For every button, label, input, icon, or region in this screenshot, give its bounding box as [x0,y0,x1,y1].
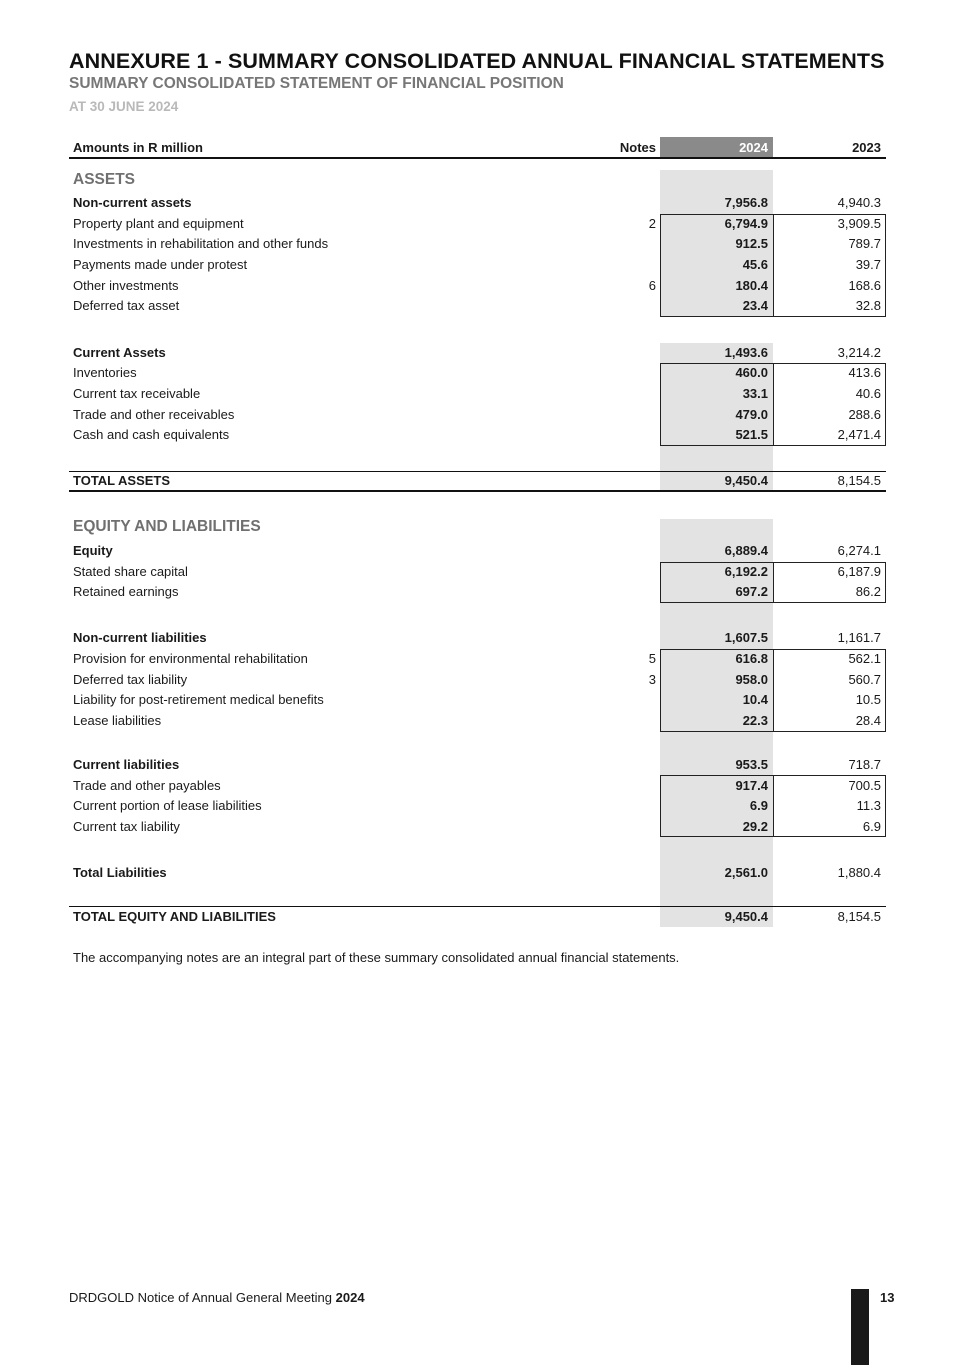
table-row: Other investments 6 180.4 168.6 [73,278,881,293]
column-header-label: Amounts in R million [73,140,203,155]
table-row: Inventories 460.0 413.6 [73,365,881,380]
table-row: Deferred tax liability 3 958.0 560.7 [73,672,881,687]
table-row: Liability for post-retirement medical benefits 10.4 10.5 [73,692,881,707]
table-row-total: TOTAL ASSETS 9,450.4 8,154.5 [73,473,881,488]
page-number: 13 [880,1290,895,1305]
table-row: Lease liabilities 22.3 28.4 [73,713,881,728]
table-row: Investments in rehabilitation and other funds 912.5 789.7 [73,236,881,251]
table-row: Current liabilities 953.5 718.7 [73,757,881,772]
table-row-total: TOTAL EQUITY AND LIABILITIES 9,450.4 8,154.5 [73,909,881,924]
table-row: Property plant and equipment 2 6,794.9 3,909.5 [73,216,881,231]
table-row: Non-current assets 7,956.8 4,940.3 [73,195,881,210]
header-rule [69,157,886,159]
table-row: Equity 6,889.4 6,274.1 [73,543,881,558]
table-row: Provision for environmental rehabilitation 5 616.8 562.1 [73,651,881,666]
table-row: Trade and other payables 917.4 700.5 [73,778,881,793]
table-row-total: Total Liabilities 2,561.0 1,880.4 [73,865,881,880]
column-header-notes: Notes [619,140,656,155]
table-row: Trade and other receivables 479.0 288.6 [73,407,881,422]
column-header-2024: 2024 [739,140,768,155]
table-row: Non-current liabilities 1,607.5 1,161.7 [73,630,881,645]
statement-date: AT 30 JUNE 2024 [69,99,179,114]
page-edge-bar [851,1289,869,1365]
section-heading-equity-liabilities: EQUITY AND LIABILITIES [73,518,261,535]
table-row: Current Assets 1,493.6 3,214.2 [73,345,881,360]
document-title: ANNEXURE 1 - SUMMARY CONSOLIDATED ANNUAL FINANCIAL STATEMENTS [69,49,885,73]
table-row: Current portion of lease liabilities 6.9 11.3 [73,798,881,813]
table-header-row [69,138,886,158]
section-heading-assets: ASSETS [73,171,136,188]
statement-subtitle: SUMMARY CONSOLIDATED STATEMENT OF FINANCIAL POSITION [69,75,564,92]
footnote: The accompanying notes are an integral part of these summary consolidated annual financial statements. [73,950,680,965]
total-assets-bottom-rule [69,490,886,492]
column-header-2023: 2023 [852,140,881,155]
table-row: Deferred tax asset 23.4 32.8 [73,298,881,313]
page-footer [69,1290,365,1305]
footer-publication: DRDGOLD Notice of Annual General Meeting [69,1290,333,1305]
footer-year: 2024 [335,1290,365,1305]
table-row: Payments made under protest 45.6 39.7 [73,257,881,272]
table-row: Current tax liability 29.2 6.9 [73,819,881,834]
table-row: Current tax receivable 33.1 40.6 [73,386,881,401]
table-row: Retained earnings 697.2 86.2 [73,584,881,599]
table-row: Stated share capital 6,192.2 6,187.9 [73,564,881,579]
table-row: Cash and cash equivalents 521.5 2,471.4 [73,427,881,442]
